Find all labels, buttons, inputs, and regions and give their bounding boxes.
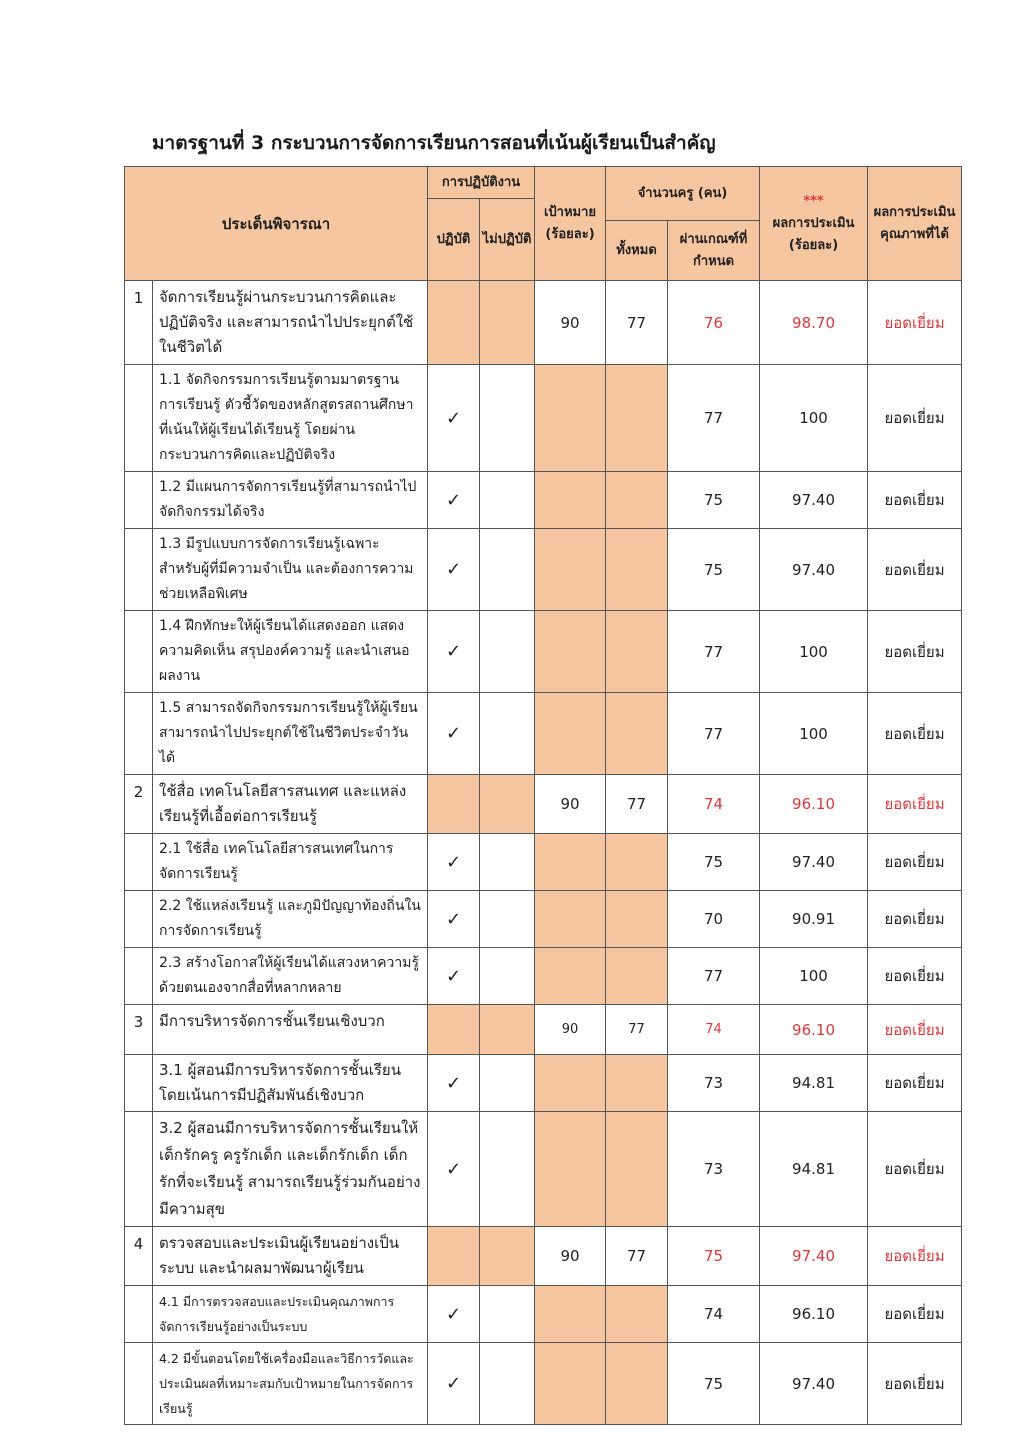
- item-passed: 73: [668, 1055, 760, 1112]
- group-result: 96.10: [760, 775, 868, 834]
- checkmark-icon: ✓: [428, 1286, 480, 1343]
- group-passed: 74: [668, 1005, 760, 1055]
- group-total: 77: [606, 1227, 668, 1286]
- header-practice-group: การปฏิบัติงาน: [428, 167, 535, 199]
- item-quality: ยอดเยี่ยม: [868, 1343, 962, 1425]
- group-number: 1: [125, 281, 153, 365]
- item-passed: 77: [668, 365, 760, 472]
- page-title: มาตรฐานที่ 3 กระบวนการจัดการเรียนการสอนที่เน้นผู้เรียนเป็นสำคัญ: [152, 132, 716, 154]
- item-row: [125, 948, 962, 1005]
- item-passed: 75: [668, 1343, 760, 1425]
- item-quality: ยอดเยี่ยม: [868, 1055, 962, 1112]
- group-quality: ยอดเยี่ยม: [868, 281, 962, 365]
- item-quality: ยอดเยี่ยม: [868, 834, 962, 891]
- item-result: 97.40: [760, 529, 868, 611]
- item-topic: 2.1 ใช้สื่อ เทคโนโลยีสารสนเทศในการจัดการเรียนรู้: [153, 834, 428, 891]
- item-result: 97.40: [760, 1343, 868, 1425]
- item-quality: ยอดเยี่ยม: [868, 948, 962, 1005]
- header-not-practice: ไม่ปฏิบัติ: [480, 199, 535, 281]
- checkmark-icon: ✓: [428, 948, 480, 1005]
- item-result: 97.40: [760, 834, 868, 891]
- group-row: [125, 1005, 962, 1055]
- item-topic: 3.2 ผู้สอนมีการบริหารจัดการชั้นเรียนให้เด็กรักครู ครูรักเด็ก และเด็กรักเด็ก เด็กรักที่จะเรียนรู้ สามารถเรียนรู้ร่วมกันอย่างมีความสุข: [153, 1112, 428, 1227]
- item-passed: 77: [668, 693, 760, 775]
- group-passed: 76: [668, 281, 760, 365]
- item-row: [125, 693, 962, 775]
- group-row: [125, 775, 962, 834]
- checkmark-icon: ✓: [428, 834, 480, 891]
- group-row: [125, 281, 962, 365]
- group-topic: จัดการเรียนรู้ผ่านกระบวนการคิดและปฏิบัติจริง และสามารถนำไปประยุกต์ใช้ในชีวิตได้: [153, 281, 428, 365]
- checkmark-icon: ✓: [428, 611, 480, 693]
- checkmark-icon: ✓: [428, 529, 480, 611]
- item-passed: 70: [668, 891, 760, 948]
- group-row: [125, 1227, 962, 1286]
- item-passed: 75: [668, 529, 760, 611]
- item-topic: 1.4 ฝึกทักษะให้ผู้เรียนได้แสดงออก แสดงความคิดเห็น สรุปองค์ความรู้ และนำเสนอผลงาน: [153, 611, 428, 693]
- item-row: [125, 365, 962, 472]
- item-result: 100: [760, 693, 868, 775]
- group-number: 3: [125, 1005, 153, 1055]
- checkmark-icon: ✓: [428, 1112, 480, 1227]
- item-row: [125, 1112, 962, 1227]
- group-quality: ยอดเยี่ยม: [868, 1005, 962, 1055]
- item-quality: ยอดเยี่ยม: [868, 529, 962, 611]
- header-result: [760, 167, 868, 281]
- checkmark-icon: ✓: [428, 693, 480, 775]
- item-result: 100: [760, 611, 868, 693]
- item-quality: ยอดเยี่ยม: [868, 891, 962, 948]
- item-quality: ยอดเยี่ยม: [868, 1112, 962, 1227]
- item-quality: ยอดเยี่ยม: [868, 693, 962, 775]
- item-quality: ยอดเยี่ยม: [868, 1286, 962, 1343]
- group-topic: ตรวจสอบและประเมินผู้เรียนอย่างเป็นระบบ และนำผลมาพัฒนาผู้เรียน: [153, 1227, 428, 1286]
- group-number: 2: [125, 775, 153, 834]
- item-passed: 73: [668, 1112, 760, 1227]
- item-row: [125, 891, 962, 948]
- item-row: [125, 1055, 962, 1112]
- header-total: ทั้งหมด: [606, 221, 668, 281]
- item-passed: 77: [668, 948, 760, 1005]
- group-target: 90: [535, 281, 606, 365]
- group-total: 77: [606, 281, 668, 365]
- item-row: [125, 1343, 962, 1425]
- group-total: 77: [606, 1005, 668, 1055]
- item-topic: 2.2 ใช้แหล่งเรียนรู้ และภูมิปัญญาท้องถิ่นในการจัดการเรียนรู้: [153, 891, 428, 948]
- item-result: 94.81: [760, 1055, 868, 1112]
- item-result: 100: [760, 365, 868, 472]
- item-quality: ยอดเยี่ยม: [868, 365, 962, 472]
- item-topic: 3.1 ผู้สอนมีการบริหารจัดการชั้นเรียนโดยเน้นการมีปฏิสัมพันธ์เชิงบวก: [153, 1055, 428, 1112]
- group-passed: 75: [668, 1227, 760, 1286]
- group-total: 77: [606, 775, 668, 834]
- item-topic: 1.3 มีรูปแบบการจัดการเรียนรู้เฉพาะสำหรับผู้ที่มีความจำเป็น และต้องการความช่วยเหลือพิเศษ: [153, 529, 428, 611]
- header-topic: ประเด็นพิจารณา: [125, 167, 428, 281]
- item-passed: 77: [668, 611, 760, 693]
- checkmark-icon: ✓: [428, 365, 480, 472]
- header-stars: ***: [803, 193, 824, 209]
- item-result: 96.10: [760, 1286, 868, 1343]
- checkmark-icon: ✓: [428, 891, 480, 948]
- item-row: [125, 472, 962, 529]
- item-quality: ยอดเยี่ยม: [868, 472, 962, 529]
- header-result-label: ผลการประเมิน (ร้อยละ): [772, 215, 855, 253]
- group-result: 96.10: [760, 1005, 868, 1055]
- header-quality: ผลการประเมิน คุณภาพที่ได้: [868, 167, 962, 281]
- item-topic: 2.3 สร้างโอกาสให้ผู้เรียนได้แสวงหาความรู้ด้วยตนเองจากสื่อที่หลากหลาย: [153, 948, 428, 1005]
- item-passed: 75: [668, 834, 760, 891]
- group-number: 4: [125, 1227, 153, 1286]
- group-quality: ยอดเยี่ยม: [868, 775, 962, 834]
- item-topic: 4.2 มีขั้นตอนโดยใช้เครื่องมือและวิธีการวัดและประเมินผลที่เหมาะสมกับเป้าหมายในการจัดการเรียนรู้: [153, 1343, 428, 1425]
- item-quality: ยอดเยี่ยม: [868, 611, 962, 693]
- item-topic: 4.1 มีการตรวจสอบและประเมินคุณภาพการจัดการเรียนรู้อย่างเป็นระบบ: [153, 1286, 428, 1343]
- item-result: 90.91: [760, 891, 868, 948]
- checkmark-icon: ✓: [428, 1343, 480, 1425]
- item-topic: 1.2 มีแผนการจัดการเรียนรู้ที่สามารถนำไปจัดกิจกรรมได้จริง: [153, 472, 428, 529]
- header-practice: ปฏิบัติ: [428, 199, 480, 281]
- checkmark-icon: ✓: [428, 472, 480, 529]
- item-topic: 1.1 จัดกิจกรรมการเรียนรู้ตามมาตรฐานการเรียนรู้ ตัวชี้วัดของหลักสูตรสถานศึกษาที่เน้นให้ผู้เรียนได้เรียนรู้ โดยผ่านกระบวนการคิดและปฏิบัติจริง: [153, 365, 428, 472]
- header-teachers-group: จำนวนครู (คน): [606, 167, 760, 221]
- group-quality: ยอดเยี่ยม: [868, 1227, 962, 1286]
- group-result: 98.70: [760, 281, 868, 365]
- item-passed: 75: [668, 472, 760, 529]
- item-row: [125, 834, 962, 891]
- group-topic: ใช้สื่อ เทคโนโลยีสารสนเทศ และแหล่งเรียนรู้ที่เอื้อต่อการเรียนรู้: [153, 775, 428, 834]
- group-target: 90: [535, 1227, 606, 1286]
- standard-3-table: [124, 166, 962, 1425]
- item-result: 97.40: [760, 472, 868, 529]
- item-topic: 1.5 สามารถจัดกิจกรรมการเรียนรู้ให้ผู้เรียนสามารถนำไปประยุกต์ใช้ในชีวิตประจำวันได้: [153, 693, 428, 775]
- group-topic: มีการบริหารจัดการชั้นเรียนเชิงบวก: [153, 1005, 428, 1055]
- item-row: [125, 611, 962, 693]
- item-result: 100: [760, 948, 868, 1005]
- checkmark-icon: ✓: [428, 1055, 480, 1112]
- item-result: 94.81: [760, 1112, 868, 1227]
- header-target: เป้าหมาย (ร้อยละ): [535, 167, 606, 281]
- item-row: [125, 1286, 962, 1343]
- group-passed: 74: [668, 775, 760, 834]
- group-target: 90: [535, 1005, 606, 1055]
- item-passed: 74: [668, 1286, 760, 1343]
- group-result: 97.40: [760, 1227, 868, 1286]
- item-row: [125, 529, 962, 611]
- group-target: 90: [535, 775, 606, 834]
- header-passed: ผ่านเกณฑ์ที่กำหนด: [668, 221, 760, 281]
